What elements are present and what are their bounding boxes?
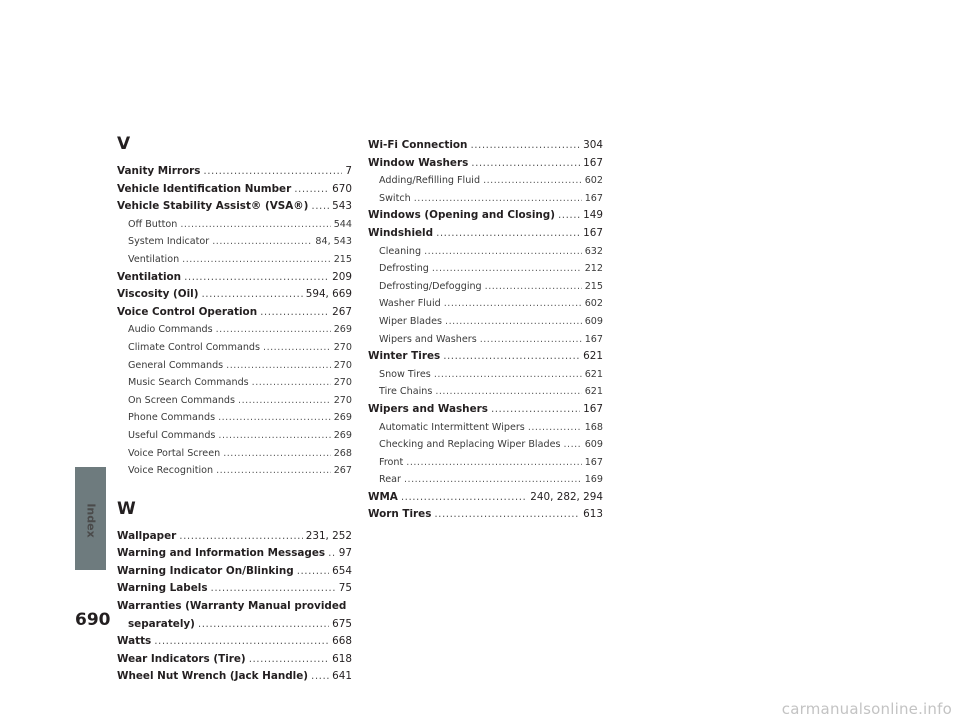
entry-page: 97 (338, 547, 352, 560)
entry-page: 609 (584, 439, 603, 451)
entry-term: Windows (Opening and Closing) (368, 209, 555, 222)
entry-page: 149 (583, 209, 603, 222)
index-side-label: Index (84, 502, 98, 538)
index-subentry[interactable] (117, 462, 352, 480)
index-entry[interactable] (368, 155, 603, 173)
index-subentry[interactable] (368, 419, 603, 437)
entry-term: Window Washers (368, 156, 469, 169)
entry-term: Voice Portal Screen (128, 447, 221, 459)
index-column-right (368, 137, 603, 524)
entry-page: 270 (333, 341, 352, 353)
index-subentry[interactable] (368, 295, 603, 313)
entry-page: 602 (584, 175, 603, 187)
index-subentry[interactable] (368, 260, 603, 278)
index-entry[interactable] (117, 163, 352, 181)
entry-term: On Screen Commands (128, 394, 236, 406)
index-entry[interactable] (368, 137, 603, 155)
index-subentry[interactable] (117, 233, 352, 251)
entry-page: 215 (333, 253, 352, 265)
entry-term: Checking and Replacing Wiper Blades (379, 439, 561, 451)
entry-term: Automatic Intermittent Wipers (379, 421, 525, 433)
index-subentry[interactable] (368, 331, 603, 349)
index-column-left (117, 133, 352, 686)
entry-term: Wiper Blades (379, 315, 443, 327)
index-entry[interactable] (368, 489, 603, 507)
index-subentry[interactable] (117, 392, 352, 410)
entry-term: Useful Commands (128, 429, 216, 441)
entry-page: 215 (584, 280, 603, 292)
index-entry[interactable] (117, 545, 352, 563)
entry-term: Vanity Mirrors (117, 165, 201, 177)
entry-page: 269 (333, 324, 352, 336)
index-entry-warranties-line1[interactable] (117, 598, 352, 616)
index-entry[interactable] (117, 580, 352, 598)
index-subentry[interactable] (117, 409, 352, 427)
entry-term: Wipers and Washers (379, 333, 477, 345)
index-subentry[interactable] (368, 278, 603, 296)
page-number: 690 (75, 610, 111, 630)
entry-term: General Commands (128, 359, 224, 371)
entry-page: 167 (583, 156, 603, 169)
entry-page: 75 (338, 582, 352, 595)
entry-term: Worn Tires (368, 508, 432, 521)
entry-term: Defrosting (379, 263, 429, 275)
entry-page: 594, 669 (305, 288, 352, 301)
index-entry[interactable] (368, 225, 603, 243)
entry-page: 621 (583, 350, 603, 363)
index-entry[interactable] (117, 269, 352, 287)
entry-term: Watts (117, 635, 152, 648)
index-subentry[interactable] (368, 383, 603, 401)
index-subentry[interactable] (368, 366, 603, 384)
index-subentry[interactable] (117, 251, 352, 269)
entry-term: WMA (368, 490, 398, 503)
index-entry[interactable] (117, 198, 352, 216)
entry-page: 618 (332, 652, 352, 665)
index-subentry[interactable] (117, 445, 352, 463)
entry-term: Voice Control Operation (117, 305, 258, 318)
entry-page: 212 (584, 263, 603, 275)
entry-term: Wallpaper (117, 529, 177, 542)
index-subentry[interactable] (368, 172, 603, 190)
entry-term: Ventilation (128, 253, 180, 265)
entry-page: 654 (332, 564, 352, 577)
entry-term: Winter Tires (368, 350, 441, 363)
entry-term: Front (379, 456, 404, 468)
entry-term: Warning and Information Messages (117, 547, 326, 560)
entry-page: 270 (333, 394, 352, 406)
entry-page: 167 (584, 333, 603, 345)
entry-term: Vehicle Stability Assist® (VSA®) (117, 200, 309, 213)
entry-page: 209 (332, 270, 352, 283)
entry-term: Washer Fluid (379, 298, 441, 310)
index-subentry[interactable] (368, 454, 603, 472)
index-subentry[interactable] (368, 436, 603, 454)
index-subentry[interactable] (368, 190, 603, 208)
entry-term: Warning Indicator On/Blinking (117, 564, 294, 577)
entry-page: 168 (584, 421, 603, 433)
entry-term: Tire Chains (379, 386, 433, 398)
entry-page: 169 (584, 474, 603, 486)
entry-term: Climate Control Commands (128, 341, 261, 353)
entry-page: 269 (333, 412, 352, 424)
section-letter-w: W (117, 498, 136, 519)
entry-page: 7 (345, 165, 352, 177)
entry-term: Phone Commands (128, 412, 216, 424)
index-entry[interactable] (117, 668, 352, 686)
entry-term: Warranties (Warranty Manual provided (117, 600, 347, 613)
entry-page: 270 (333, 377, 352, 389)
index-subentry[interactable] (117, 374, 352, 392)
entry-page: 621 (584, 368, 603, 380)
index-entry[interactable] (117, 304, 352, 322)
entry-page: 231, 252 (305, 529, 352, 542)
index-entry[interactable] (117, 181, 352, 199)
index-subentry[interactable] (117, 216, 352, 234)
entry-page: 621 (584, 386, 603, 398)
entry-page: 267 (333, 465, 352, 477)
entry-term: Audio Commands (128, 324, 213, 336)
entry-term: Voice Recognition (128, 465, 214, 477)
index-subentry[interactable] (368, 313, 603, 331)
entry-page: 267 (332, 305, 352, 318)
entry-term: Vehicle Identification Number (117, 182, 292, 195)
entry-page: 167 (583, 226, 603, 239)
entry-page: 84, 543 (315, 236, 352, 248)
entry-page: 167 (583, 402, 603, 415)
index-subentry[interactable] (117, 427, 352, 445)
index-entry[interactable] (117, 286, 352, 304)
index-entry[interactable] (117, 651, 352, 669)
entry-term: Switch (379, 192, 411, 204)
entry-page: 270 (333, 359, 352, 371)
index-subentry[interactable] (117, 339, 352, 357)
entry-term: Warning Labels (117, 582, 208, 595)
entry-page: 240, 282, 294 (530, 490, 603, 503)
entry-page: 268 (333, 447, 352, 459)
entry-term: Wi-Fi Connection (368, 139, 468, 151)
entry-page: 613 (583, 508, 603, 521)
entry-term: Rear (379, 474, 401, 486)
entry-page: 668 (332, 635, 352, 648)
entry-term: System Indicator (128, 236, 210, 248)
entry-page: 304 (583, 139, 603, 151)
entry-page: 167 (584, 192, 603, 204)
entry-term: Cleaning (379, 245, 422, 257)
entry-page: 632 (584, 245, 603, 257)
index-entry[interactable] (368, 401, 603, 419)
entry-term: Snow Tires (379, 368, 431, 380)
index-entry[interactable] (368, 348, 603, 366)
entry-page: 670 (332, 182, 352, 195)
entry-term: Wheel Nut Wrench (Jack Handle) (117, 670, 309, 683)
entry-term: Defrosting/Defogging (379, 280, 482, 292)
entry-page: 167 (584, 456, 603, 468)
section-letter-v: V (117, 134, 131, 154)
index-subentry[interactable] (117, 357, 352, 375)
entry-page: 641 (332, 670, 352, 683)
entry-term: Wear Indicators (Tire) (117, 652, 246, 665)
entry-term: Windshield (368, 226, 434, 239)
entry-page: 602 (584, 298, 603, 310)
entry-page: 269 (333, 429, 352, 441)
entry-page: 609 (584, 315, 603, 327)
entry-page: 544 (333, 218, 352, 230)
index-subentry[interactable] (368, 243, 603, 261)
watermark-text: carmanualsonline.info (781, 700, 952, 718)
entry-term: Wipers and Washers (368, 402, 488, 415)
entry-term: Music Search Commands (128, 377, 249, 389)
index-entry[interactable] (117, 528, 352, 546)
entry-term: Viscosity (Oil) (117, 288, 199, 301)
index-entry[interactable] (368, 506, 603, 524)
entry-term: Ventilation (117, 270, 182, 283)
index-subentry[interactable] (368, 471, 603, 489)
entry-page: 543 (332, 200, 352, 213)
entry-term: Adding/Refilling Fluid (379, 175, 481, 187)
entry-page: 675 (332, 617, 352, 630)
index-entry[interactable] (368, 207, 603, 225)
index-entry-warranties-line2[interactable] (117, 616, 352, 634)
index-subentry[interactable] (117, 321, 352, 339)
entry-term: separately) (128, 617, 195, 630)
index-entry[interactable] (117, 563, 352, 581)
entry-term: Off Button (128, 218, 178, 230)
index-entry[interactable] (117, 633, 352, 651)
